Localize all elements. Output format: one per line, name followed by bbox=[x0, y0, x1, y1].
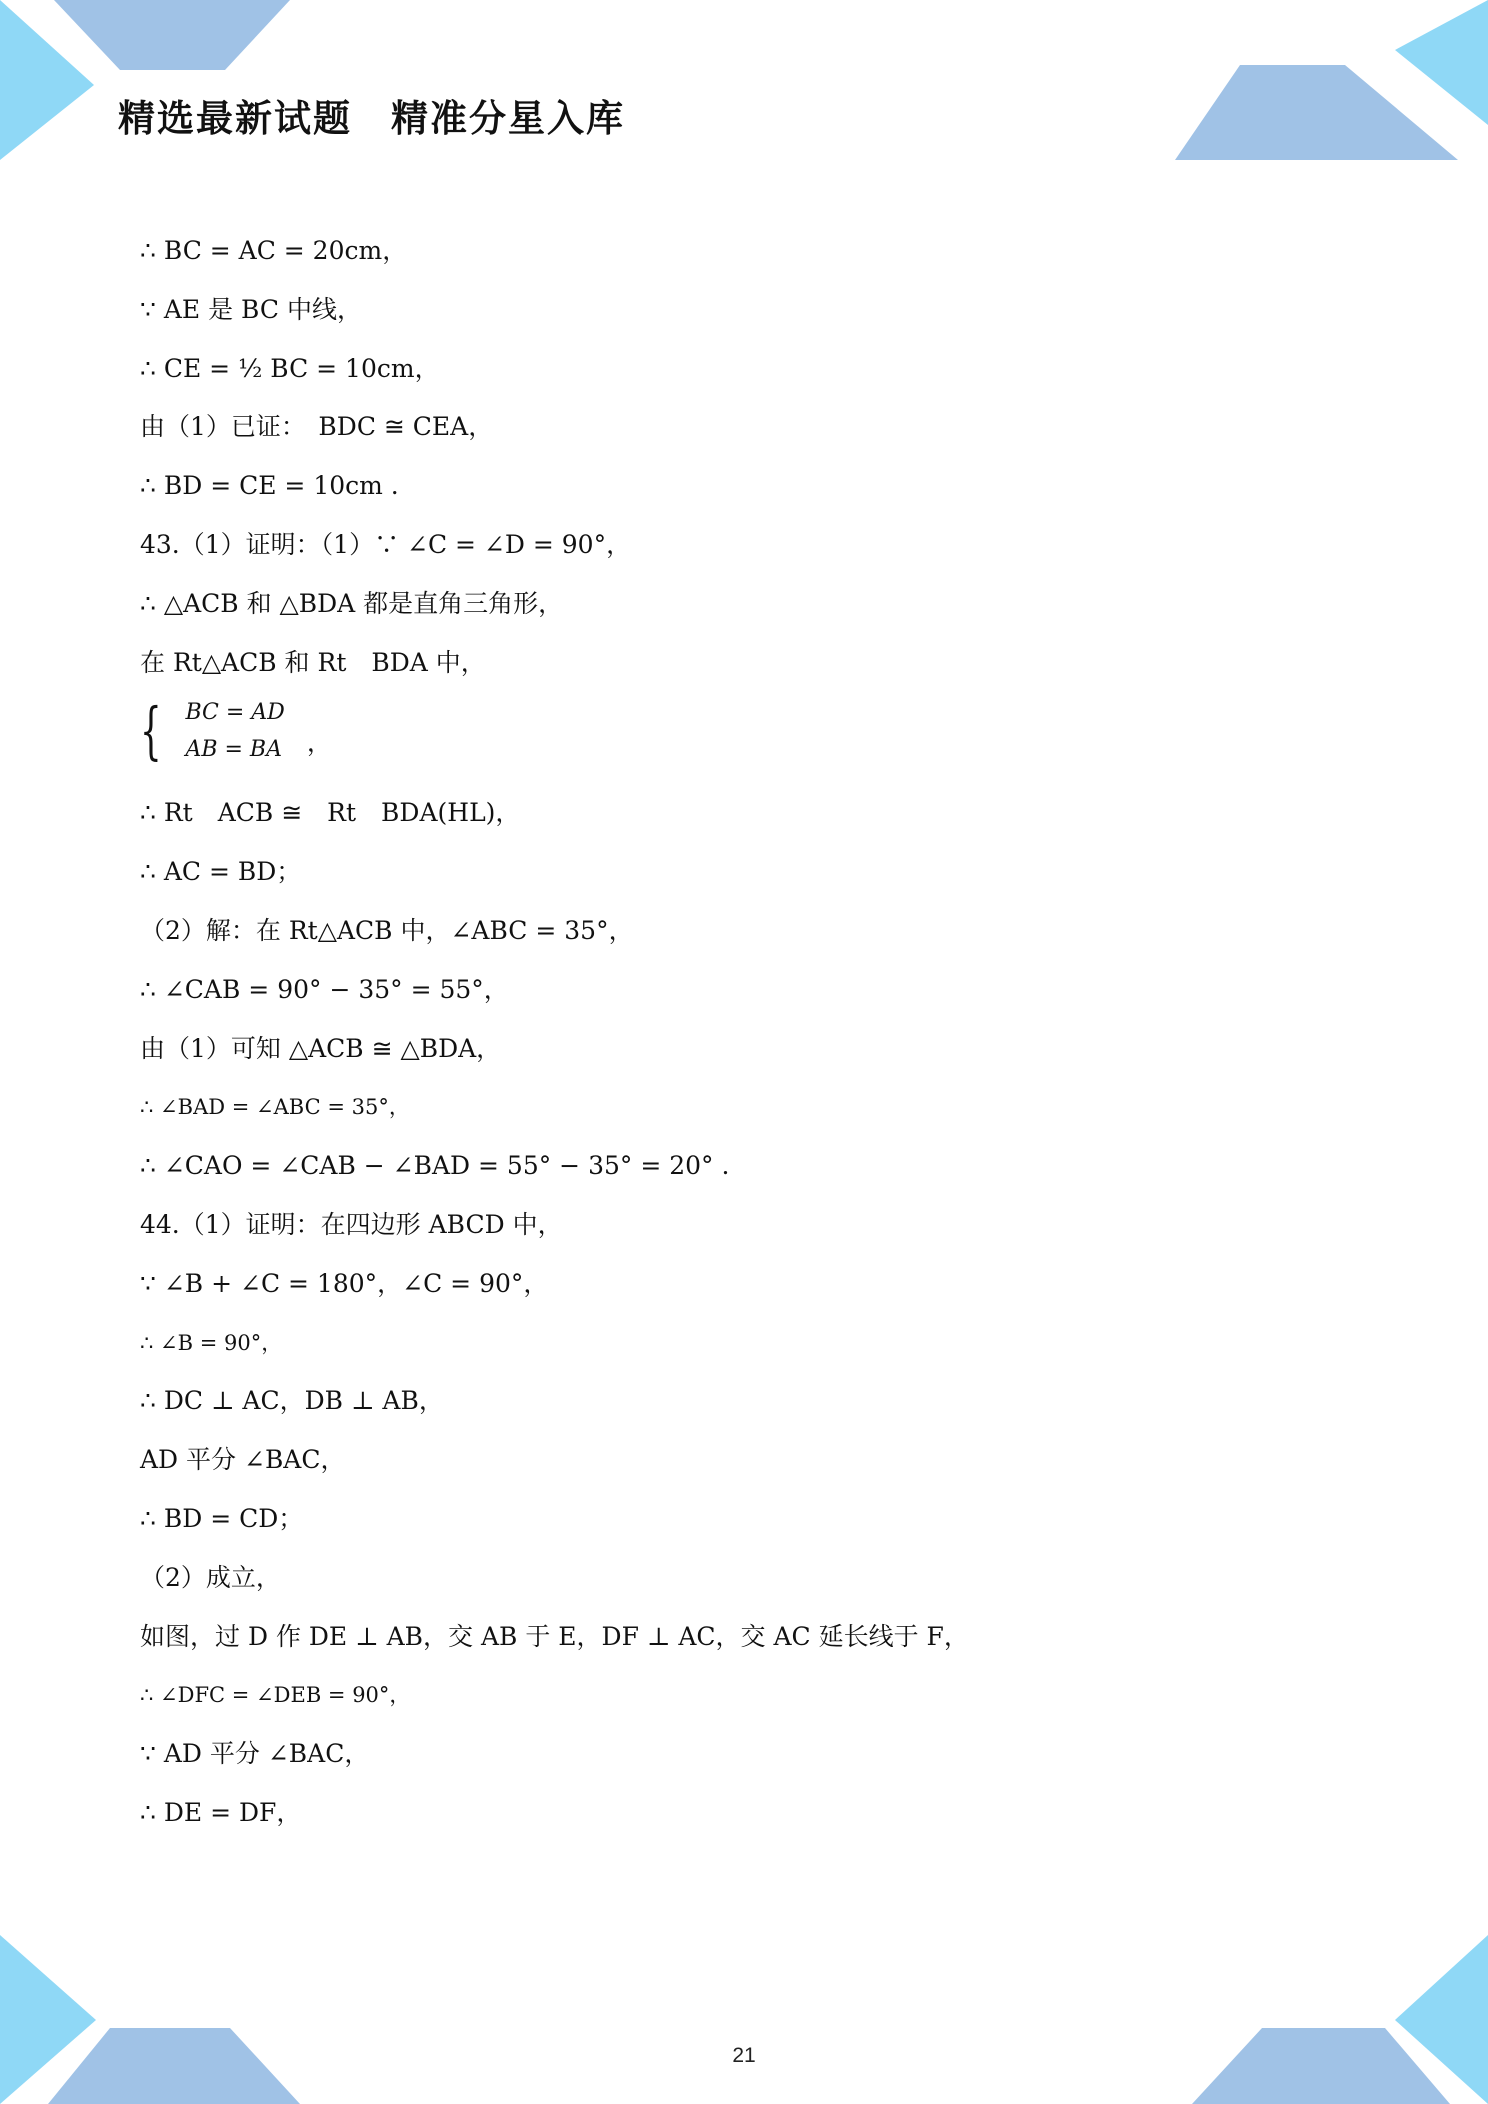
solution-line: 43.（1）证明：（1）∵ ∠C = ∠D = 90°， bbox=[140, 529, 632, 559]
solution-line: ∴ AC = BD； bbox=[140, 857, 302, 887]
solution-line: ∴ BC = AC = 20cm， bbox=[140, 236, 408, 265]
solution-line: 44.（1）证明：在四边形 ABCD 中， bbox=[140, 1209, 563, 1239]
solution-line: 由（1）已证： BDC ≅ CEA， bbox=[140, 412, 494, 442]
solution-line: （2）解：在 Rt△ACB 中，∠ABC = 35°， bbox=[140, 915, 634, 945]
solution-line: ∴ DC ⊥ AC，DB ⊥ AB， bbox=[140, 1386, 444, 1416]
solution-content bbox=[140, 222, 1240, 1843]
solution-line: （2）成立， bbox=[140, 1562, 281, 1592]
solution-line: ∴ DE = DF， bbox=[140, 1797, 302, 1827]
solution-line: ∵ AE 是 BC 中线， bbox=[140, 294, 362, 324]
solution-line: 如图，过 D 作 DE ⊥ AB，交 AB 于 E，DF ⊥ AC，交 AC 延长线于 F， bbox=[140, 1621, 969, 1651]
solution-line: ∴ ∠DFC = ∠DEB = 90°， bbox=[140, 1683, 411, 1708]
solution-line: ∴ ∠CAO = ∠CAB − ∠BAD = 55° − 35° = 20° . bbox=[140, 1151, 730, 1181]
corner-trapezoid-top-right bbox=[1175, 65, 1458, 160]
solution-line: ∵ AD 平分 ∠BAC， bbox=[140, 1739, 370, 1769]
solution-line: ∴ BD = CD； bbox=[140, 1503, 304, 1533]
page-header-title: 精选最新试题 精准分星入库 bbox=[118, 97, 625, 140]
solution-line: ∴ CE = ½ BC = 10cm， bbox=[140, 353, 440, 383]
solution-line: ∵ ∠B + ∠C = 180°，∠C = 90°， bbox=[140, 1268, 549, 1298]
solution-line: AD 平分 ∠BAC， bbox=[140, 1445, 346, 1475]
corner-triangle-top-right bbox=[1395, 0, 1488, 125]
solution-line: ∴ BD = CE = 10cm . bbox=[140, 471, 399, 501]
solution-line: 由（1）可知 △ACB ≅ △BDA， bbox=[140, 1033, 502, 1063]
solution-line: ∴ Rt ACB ≅ Rt BDA(HL)， bbox=[140, 798, 521, 828]
page-number: 21 bbox=[732, 2044, 756, 2067]
solution-line: ∴ △ACB 和 △BDA 都是直角三角形， bbox=[140, 588, 564, 618]
system-comma: ， bbox=[306, 728, 332, 758]
system-row: AB = BA bbox=[185, 737, 282, 763]
solution-line: 在 Rt△ACB 和 Rt BDA 中， bbox=[140, 647, 486, 677]
corner-trapezoid-top-left bbox=[54, 0, 290, 70]
solution-line: ∴ ∠B = 90°， bbox=[140, 1330, 283, 1355]
solution-line: ∴ ∠CAB = 90° − 35° = 55°， bbox=[140, 974, 509, 1004]
system-row: BC = AD bbox=[185, 700, 285, 726]
equation-system bbox=[140, 692, 1240, 784]
solution-line: ∴ ∠BAD = ∠ABC = 35°， bbox=[140, 1095, 410, 1120]
left-brace: { bbox=[140, 694, 162, 768]
